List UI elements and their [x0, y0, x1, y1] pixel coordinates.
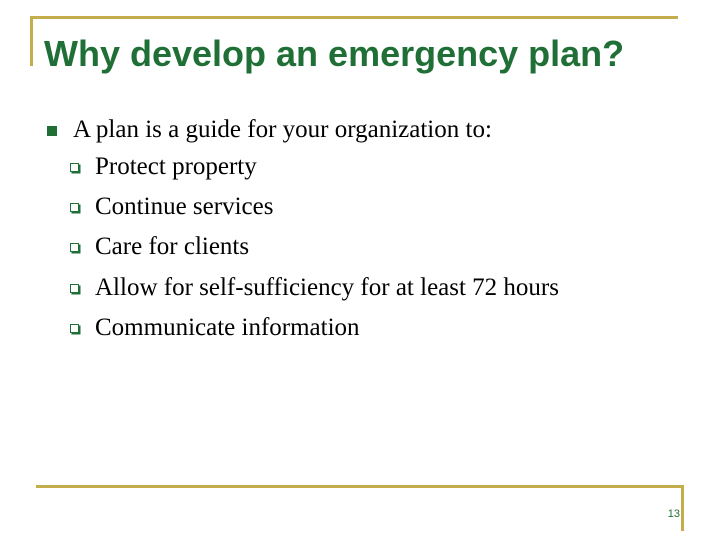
sub-bullet-item	[45, 147, 559, 187]
sub-bullet-item	[45, 308, 559, 348]
checkbox-bullet-icon	[70, 243, 79, 252]
sub-bullet-text: Continue services	[95, 193, 274, 221]
bullet-item	[45, 113, 559, 147]
square-bullet-icon	[47, 126, 57, 136]
sub-bullet-group	[45, 147, 559, 348]
sub-bullet-list	[45, 147, 559, 348]
checkbox-bullet-icon	[70, 284, 79, 293]
sub-bullet-text: Allow for self-sufficiency for at least 72 hours	[95, 273, 559, 301]
sub-bullet-text: Communicate information	[95, 313, 360, 341]
sub-bullet-item	[45, 187, 559, 227]
sub-bullet-item	[45, 227, 559, 267]
frame-right-rule	[681, 485, 684, 531]
sub-bullet-item	[45, 268, 559, 308]
bullet-text: A plan is a guide for your organization to:	[73, 116, 492, 143]
sub-bullet-text: Care for clients	[95, 233, 250, 261]
frame-bottom-rule	[36, 485, 684, 488]
checkbox-bullet-icon	[70, 203, 79, 212]
frame-top-rule	[30, 16, 678, 19]
slide-title: Why develop an emergency plan?	[44, 33, 625, 74]
bullet-list	[45, 113, 559, 348]
frame-left-rule	[30, 16, 33, 66]
checkbox-bullet-icon	[70, 324, 79, 333]
checkbox-bullet-icon	[70, 163, 79, 172]
page-number: 13	[667, 508, 680, 520]
sub-bullet-text: Protect property	[95, 153, 257, 180]
